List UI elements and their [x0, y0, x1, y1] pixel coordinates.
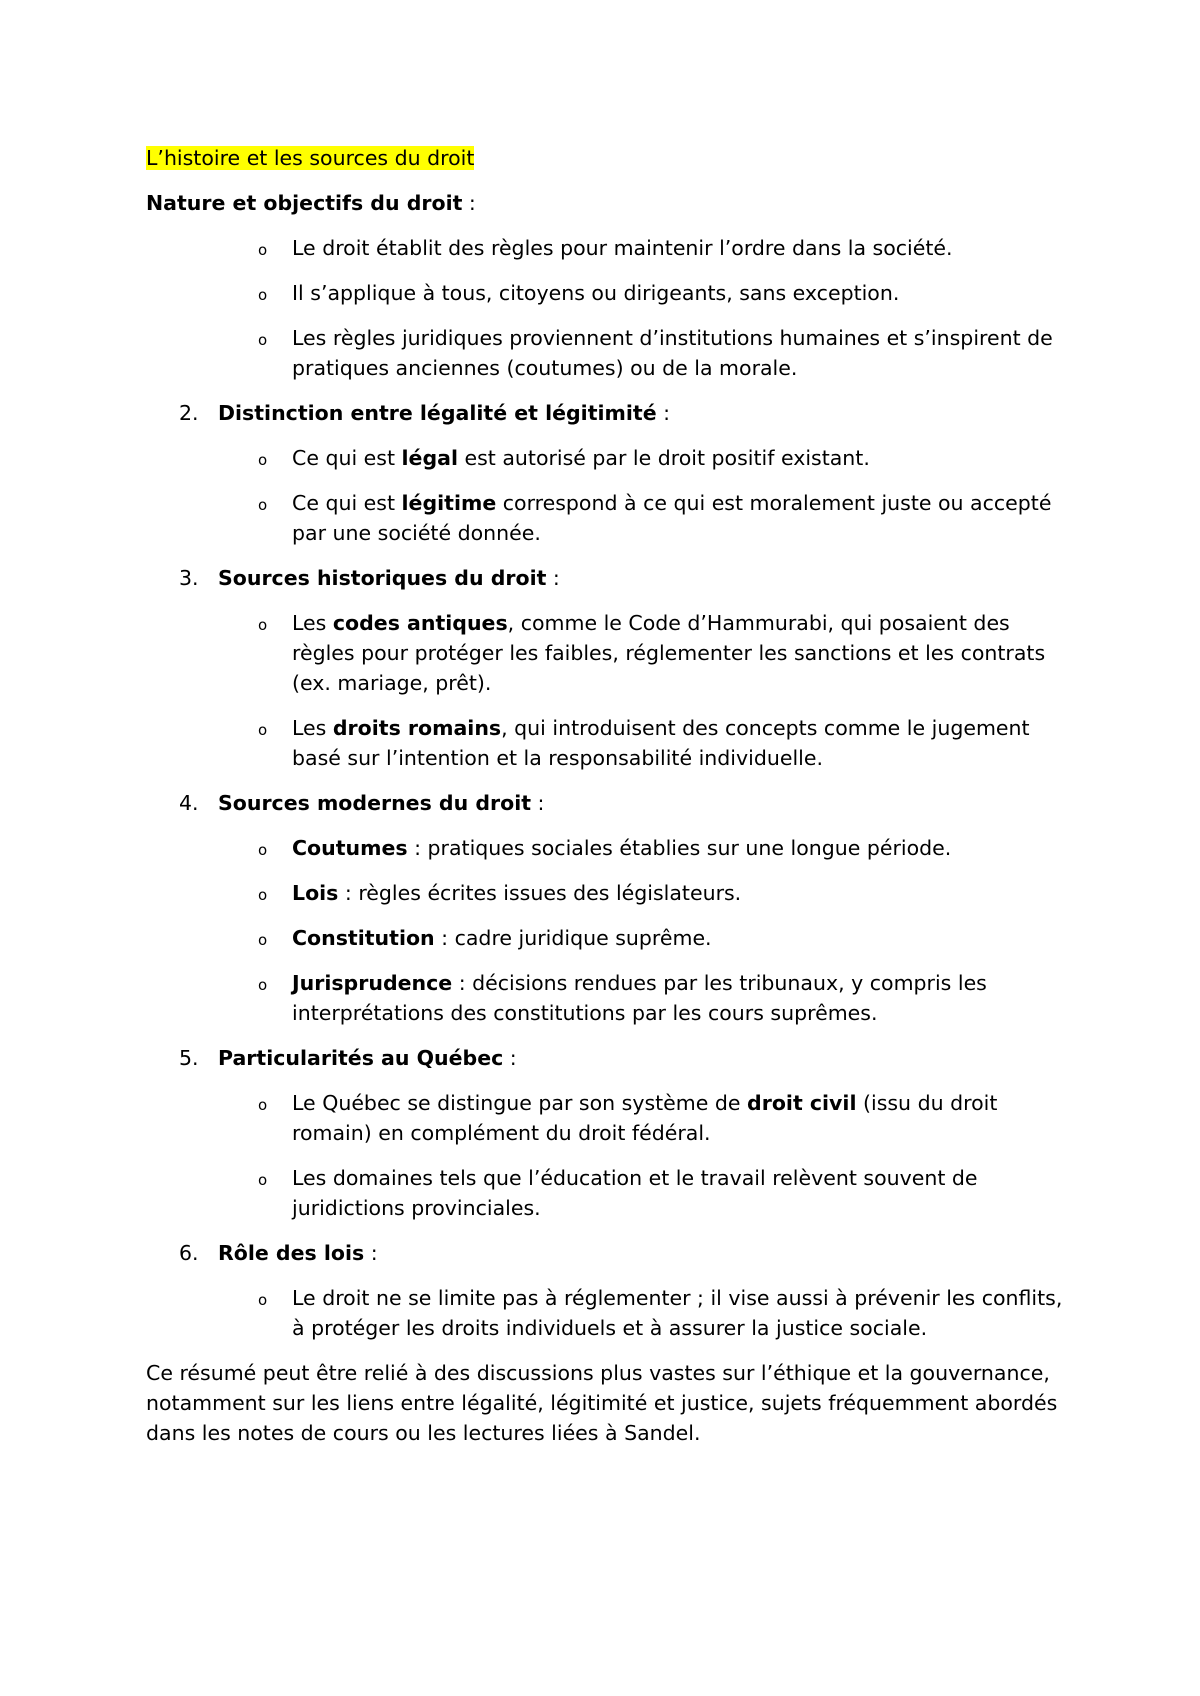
text-run: : règles écrites issues des législateurs. [338, 881, 742, 905]
section-heading-sources-historiques [146, 563, 1076, 593]
text-run: Les [292, 611, 333, 635]
section-heading-quebec [146, 1043, 1076, 1073]
bullet-icon: o [258, 1096, 268, 1114]
text-run: Ce qui est [292, 491, 402, 515]
closing-paragraph: Ce résumé peut être relié à des discussions plus vastes sur l’éthique et la gouvernance, notamment sur les liens entre légalité, légitimité et justice, sujets fréquemment abordés dans les notes de cours ou les lectures liées à Sandel. [146, 1361, 1058, 1445]
list-item-text: Les domaines tels que l’éducation et le travail relèvent souvent de juridictions provinciales. [292, 1166, 978, 1220]
bullet-icon: o [258, 616, 268, 634]
text-run: correspond à ce qui est moralement juste ou accepté par une société donnée. [292, 491, 1052, 545]
bullet-icon: o [258, 1171, 268, 1189]
section-heading-legalite [146, 398, 1076, 428]
list-item-text [292, 878, 1076, 908]
bold-term: légal [401, 446, 458, 470]
list-item [146, 1163, 1076, 1223]
section-number: 4. [179, 791, 199, 815]
bullet-icon: o [258, 976, 268, 994]
text-run: Ce qui est [292, 446, 402, 470]
list-item [146, 878, 1076, 908]
bullet-icon: o [258, 496, 268, 514]
heading-colon: : [531, 791, 545, 815]
bullet-icon: o [258, 286, 268, 304]
list-item [146, 833, 1076, 863]
list-item-text [292, 833, 1076, 863]
list-item-text: Le droit établit des règles pour maintenir l’ordre dans la société. [292, 236, 953, 260]
text-run: , comme le Code d’Hammurabi, qui posaient des règles pour protéger les faibles, réglementer les sanctions et les contrats (ex. mariage, prêt). [292, 611, 1046, 695]
list-item-text [292, 968, 1076, 1028]
text-run: Les [292, 716, 333, 740]
list-item [146, 608, 1076, 698]
bold-term: droit civil [747, 1091, 857, 1115]
section-heading-sources-modernes [146, 788, 1076, 818]
section-heading-text: Particularités au Québec [218, 1046, 504, 1070]
bullet-icon: o [258, 841, 268, 859]
heading-colon: : [503, 1046, 517, 1070]
text-run: est autorisé par le droit positif existant. [457, 446, 870, 470]
bullet-icon: o [258, 1291, 268, 1309]
list-item-text [292, 488, 1076, 548]
list-item [146, 278, 1076, 308]
bold-term: Constitution [292, 926, 435, 950]
list-item-text [292, 443, 1076, 473]
section-number: 6. [179, 1241, 199, 1265]
heading-colon: : [364, 1241, 378, 1265]
section-heading-role-des-lois [146, 1238, 1076, 1268]
section-number: 2. [179, 401, 199, 425]
section-heading-text: Sources modernes du droit [218, 791, 532, 815]
list-item-text: Les règles juridiques proviennent d’institutions humaines et s’inspirent de pratiques anciennes (coutumes) ou de la morale. [292, 326, 1053, 380]
list-item [146, 233, 1076, 263]
list-item [146, 488, 1076, 548]
list-item [146, 1283, 1076, 1343]
heading-colon: : [656, 401, 671, 425]
text-run: , qui introduisent des concepts comme le jugement basé sur l’intention et la responsabilité individuelle. [292, 716, 1030, 770]
heading-colon: : [462, 191, 476, 215]
list-item-text [292, 608, 1076, 698]
bullet-icon: o [258, 886, 268, 904]
section-heading-text: Rôle des lois [218, 1241, 365, 1265]
document-body [146, 143, 1076, 1448]
text-run: : pratiques sociales établies sur une longue période. [407, 836, 952, 860]
bold-term: Lois [292, 881, 339, 905]
heading-colon: : [546, 566, 560, 590]
highlighted-title-text: L’histoire et les sources du droit [146, 146, 475, 170]
bullet-icon: o [258, 331, 268, 349]
bullet-icon: o [258, 451, 268, 469]
list-item-text [292, 1088, 1076, 1148]
list-item [146, 713, 1076, 773]
section-heading-text: Nature et objectifs du droit [146, 191, 463, 215]
bold-term: codes antiques [332, 611, 508, 635]
bullet-icon: o [258, 241, 268, 259]
list-item [146, 323, 1076, 383]
list-item-text: Il s’applique à tous, citoyens ou dirigeants, sans exception. [292, 281, 900, 305]
list-item [146, 968, 1076, 1028]
bold-term: légitime [401, 491, 497, 515]
document-title [146, 143, 1076, 173]
section-number: 5. [179, 1046, 199, 1070]
list-item [146, 1088, 1076, 1148]
list-item-text [292, 713, 1076, 773]
bold-term: Jurisprudence [292, 971, 453, 995]
list-item [146, 443, 1076, 473]
section-heading-text: Sources historiques du droit [218, 566, 547, 590]
list-item-text: Le droit ne se limite pas à réglementer ; il vise aussi à prévenir les conflits, à protéger les droits individuels et à assurer la justice sociale. [292, 1286, 1063, 1340]
text-run: (issu du droit romain) en complément du droit fédéral. [292, 1091, 998, 1145]
section-number: 3. [179, 566, 199, 590]
bullet-icon: o [258, 721, 268, 739]
list-item [146, 923, 1076, 953]
list-item-text [292, 923, 1076, 953]
text-run: : décisions rendues par les tribunaux, y compris les interprétations des constitutions par les cours suprêmes. [292, 971, 987, 1025]
section-heading-nature [146, 188, 1076, 218]
section-heading-text: Distinction entre légalité et légitimité [218, 401, 657, 425]
text-run: Le Québec se distingue par son système de [292, 1091, 748, 1115]
text-run: : cadre juridique suprême. [434, 926, 712, 950]
bold-term: Coutumes [292, 836, 408, 860]
bullet-icon: o [258, 931, 268, 949]
bold-term: droits romains [332, 716, 502, 740]
